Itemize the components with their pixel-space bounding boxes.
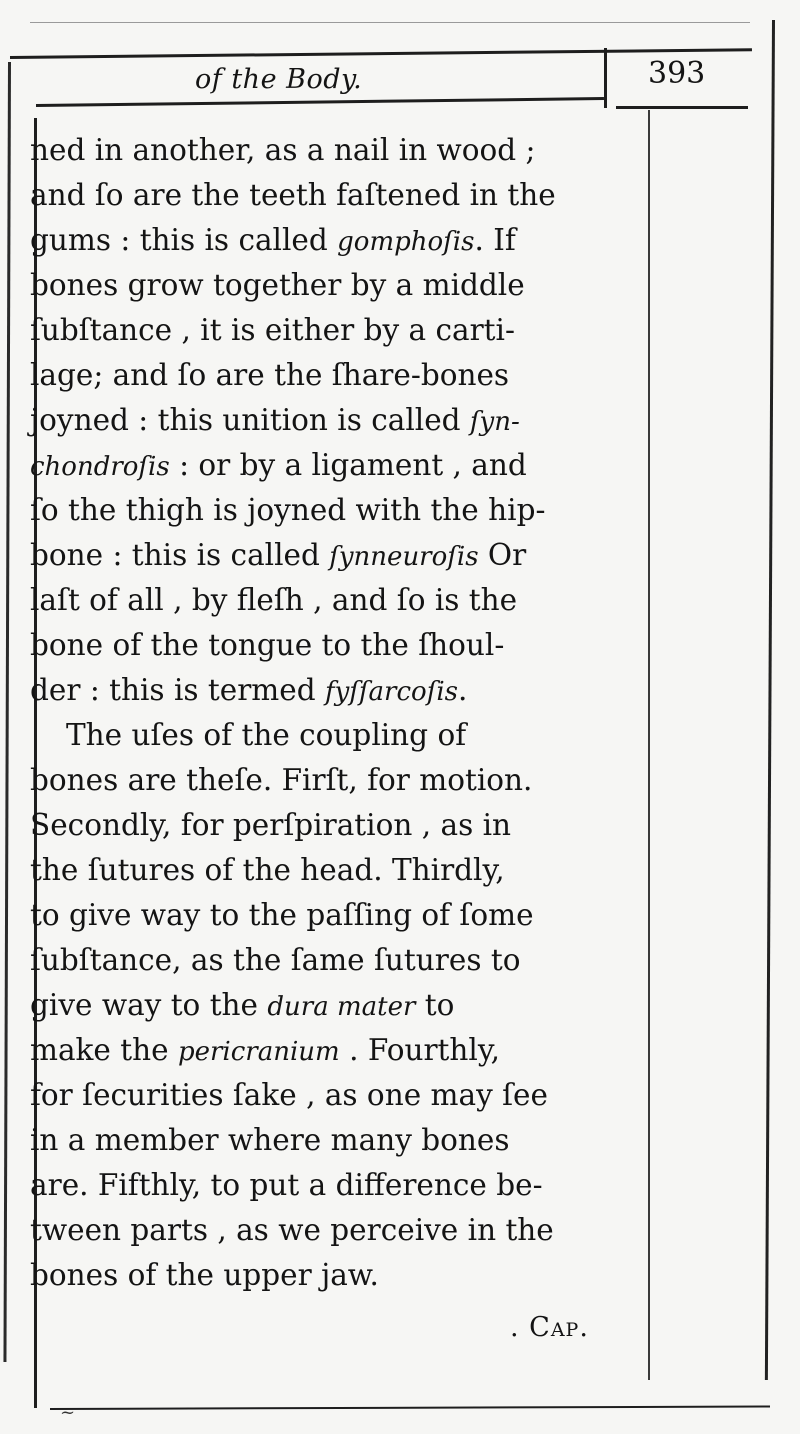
text-segment: bones of the upper jaw.	[30, 1258, 379, 1292]
text-line	[30, 938, 630, 983]
header-divider-rule	[604, 48, 607, 108]
text-segment: .	[457, 673, 468, 707]
italic-term: ſynneuroſis	[329, 542, 479, 572]
page-edge-line	[30, 22, 750, 23]
text-segment: are. Fifthly, to put a difference be-	[30, 1168, 543, 1202]
italic-term: dura mater	[267, 992, 416, 1022]
text-segment: bone of the tongue to the ſhoul-	[30, 628, 505, 662]
text-line	[30, 1253, 630, 1298]
text-segment: the ſutures of the head. Thirdly,	[30, 853, 505, 887]
text-segment: tween parts , as we perceive in the	[30, 1213, 554, 1247]
text-segment: Or	[478, 538, 527, 572]
header-underline	[36, 97, 604, 107]
text-line	[30, 848, 630, 893]
left-border-rule	[3, 62, 11, 1362]
italic-term: gomphoſis	[337, 227, 475, 257]
text-line	[30, 623, 630, 668]
italic-term: chondroſis	[30, 452, 170, 482]
text-line	[30, 533, 630, 578]
text-line	[30, 218, 630, 263]
text-line	[30, 713, 630, 758]
text-line	[30, 1118, 630, 1163]
text-segment: bone : this is called	[30, 538, 330, 572]
text-line	[30, 668, 630, 713]
text-line	[30, 263, 630, 308]
text-segment: : or by a ligament , and	[169, 448, 527, 482]
text-segment: The uſes of the coupling of	[66, 718, 467, 752]
text-line	[30, 443, 630, 488]
italic-term: pericranium	[177, 1037, 340, 1067]
text-line	[30, 1163, 630, 1208]
text-segment: to give way to the paſſing of ſome	[30, 898, 534, 932]
text-segment: joyned : this unition is called	[30, 403, 470, 437]
text-segment: ſubſtance, as the ſame ſutures to	[30, 943, 521, 977]
text-line	[30, 803, 630, 848]
text-line	[30, 578, 630, 623]
text-line	[30, 308, 630, 353]
body-text	[30, 128, 630, 1298]
text-segment: bones grow together by a middle	[30, 268, 525, 302]
margin-rule	[648, 110, 650, 1380]
text-segment: der : this is termed	[30, 673, 325, 707]
running-head: of the Body.	[195, 64, 363, 95]
text-line	[30, 1028, 630, 1073]
text-segment: ſubſtance , it is either by a carti-	[30, 313, 515, 347]
text-line	[30, 1073, 630, 1118]
page-number: 393	[648, 56, 706, 91]
text-segment: ned in another, as a nail in wood ;	[30, 133, 536, 167]
right-border-rule	[765, 20, 775, 1380]
text-segment: give way to the	[30, 988, 268, 1022]
bottom-border-rule	[50, 1405, 770, 1410]
text-segment: Secondly, for perſpiration , as in	[30, 808, 512, 842]
text-segment: bones are theſe. Firſt, for motion.	[30, 763, 533, 797]
text-line	[30, 398, 630, 443]
text-segment: . Fourthly,	[339, 1033, 500, 1067]
text-line	[30, 173, 630, 218]
text-segment: . If	[474, 223, 516, 257]
text-line	[30, 1208, 630, 1253]
text-line	[30, 128, 630, 173]
text-line	[30, 488, 630, 533]
text-segment: laſt of all , by fleſh , and ſo is the	[30, 583, 518, 617]
page-number-underline	[616, 106, 748, 109]
catchword: . Cap.	[510, 1312, 589, 1343]
text-segment: and ſo are the teeth faſtened in the	[30, 178, 556, 212]
text-line	[30, 983, 630, 1028]
text-line	[30, 353, 630, 398]
text-segment: for ſecurities ſake , as one may ſee	[30, 1078, 548, 1112]
text-line	[30, 893, 630, 938]
text-segment: to	[415, 988, 455, 1022]
text-segment: make the	[30, 1033, 178, 1067]
text-segment: in a member where many bones	[30, 1123, 510, 1157]
top-border-rule	[10, 48, 752, 59]
text-segment: gums : this is called	[30, 223, 338, 257]
stray-mark: ~	[60, 1402, 76, 1423]
italic-term: fyſſarcoſis	[325, 677, 458, 707]
italic-term: ſyn-	[469, 407, 520, 437]
text-line	[30, 758, 630, 803]
text-segment: lage; and ſo are the ſhare-bones	[30, 358, 510, 392]
text-segment: ſo the thigh is joyned with the hip-	[30, 493, 546, 527]
